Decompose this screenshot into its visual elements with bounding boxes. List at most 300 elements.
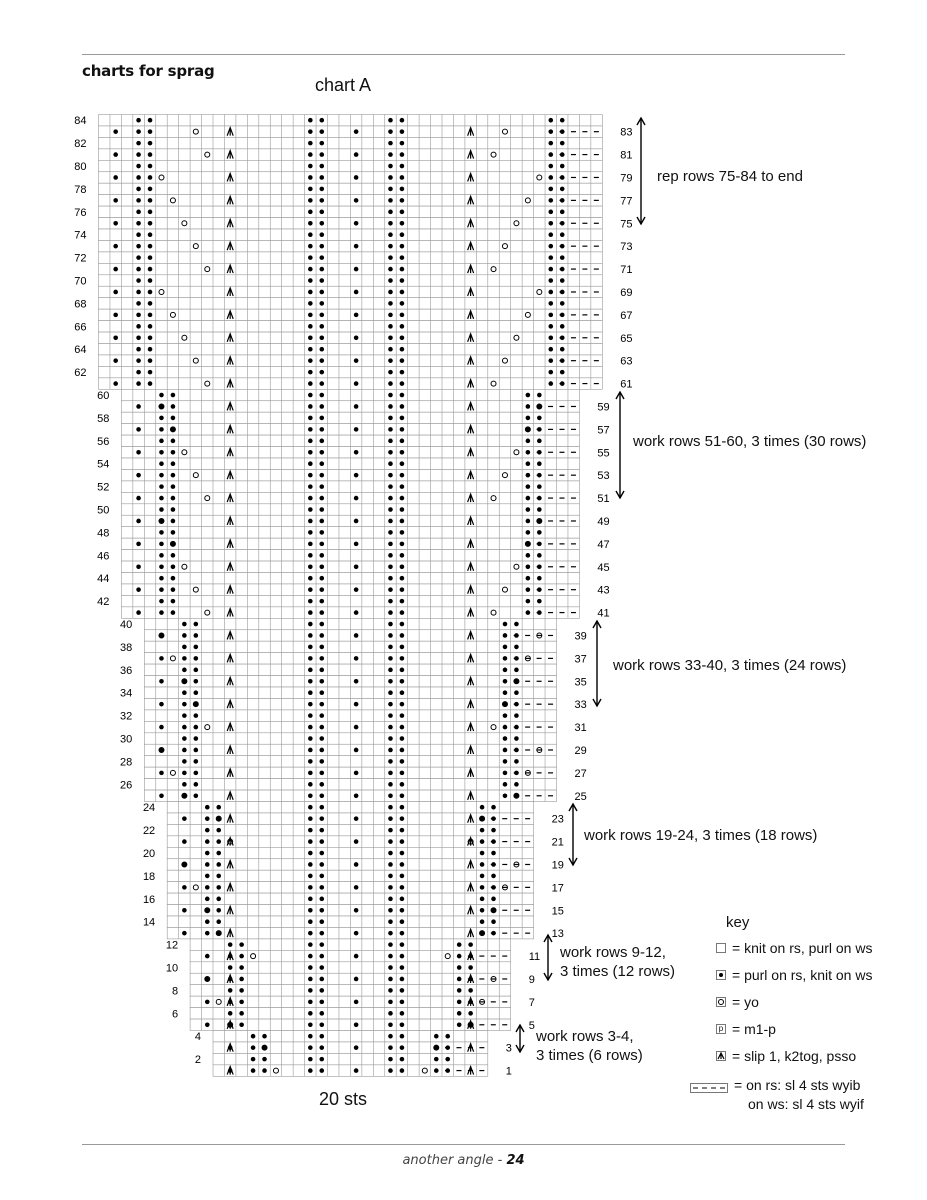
purl-dot bbox=[388, 313, 393, 318]
purl-dot bbox=[560, 370, 565, 375]
purl-dot bbox=[400, 1000, 405, 1005]
purl-dot bbox=[388, 576, 393, 581]
row-number: 23 bbox=[551, 813, 564, 826]
purl-dot bbox=[388, 897, 393, 902]
purl-dot bbox=[526, 404, 531, 409]
row-number: 6 bbox=[171, 1008, 179, 1021]
purl-dot bbox=[308, 679, 313, 684]
row-number: 75 bbox=[620, 218, 633, 231]
purl-dot bbox=[136, 587, 141, 592]
row-number: 43 bbox=[597, 584, 610, 597]
purl-dot bbox=[468, 1011, 473, 1016]
purl-dot bbox=[148, 129, 153, 134]
purl-dot bbox=[308, 919, 313, 924]
purl-dot bbox=[308, 381, 313, 386]
chart-title: chart A bbox=[315, 75, 372, 95]
row-number: 2 bbox=[194, 1054, 201, 1067]
purl-dot bbox=[205, 1000, 210, 1005]
row-number: 40 bbox=[120, 619, 133, 632]
purl-dot bbox=[319, 988, 324, 993]
purl-dot bbox=[136, 404, 141, 409]
purl-dot bbox=[319, 358, 324, 363]
purl-dot bbox=[205, 897, 210, 902]
purl-dot bbox=[400, 576, 405, 581]
purl-dot bbox=[148, 118, 153, 123]
purl-dot bbox=[319, 599, 324, 604]
purl-dot bbox=[560, 278, 565, 283]
purl-dot bbox=[308, 851, 313, 856]
purl-dot bbox=[400, 404, 405, 409]
purl-dot bbox=[354, 198, 359, 203]
purl-dot bbox=[182, 759, 187, 764]
purl-dot bbox=[354, 290, 359, 295]
purl-dot bbox=[308, 370, 313, 375]
purl-dot bbox=[205, 1022, 210, 1027]
purl-dot bbox=[319, 564, 324, 569]
row-number: 61 bbox=[620, 378, 633, 391]
row-number: 69 bbox=[620, 286, 633, 299]
purl-dot bbox=[514, 690, 519, 695]
row-number: 5 bbox=[528, 1019, 535, 1032]
purl-dot bbox=[308, 335, 313, 340]
purl-dot bbox=[354, 1045, 359, 1050]
purl-dot bbox=[308, 965, 313, 970]
purl-dot bbox=[526, 439, 531, 444]
purl-dot bbox=[548, 129, 553, 134]
purl-dot bbox=[537, 484, 542, 489]
purl-dot bbox=[159, 507, 164, 512]
purl-dot bbox=[319, 461, 324, 466]
purl-dot bbox=[400, 988, 405, 993]
purl-dot bbox=[319, 771, 324, 776]
key-slip-line1: = on rs: sl 4 sts wyib bbox=[734, 1077, 861, 1093]
purl-dot bbox=[319, 416, 324, 421]
purl-dot bbox=[148, 221, 153, 226]
purl-dot bbox=[548, 278, 553, 283]
purl-dot bbox=[319, 805, 324, 810]
purl-dot bbox=[400, 278, 405, 283]
purl-dot bbox=[400, 210, 405, 215]
purl-dot bbox=[434, 1068, 439, 1073]
purl-dot bbox=[400, 484, 405, 489]
purl-dot bbox=[308, 324, 313, 329]
purl-dot bbox=[194, 679, 199, 684]
purl-dot bbox=[228, 942, 233, 947]
purl-dot bbox=[400, 713, 405, 718]
purl-dot bbox=[457, 977, 462, 982]
purl-dot bbox=[113, 381, 118, 386]
purl-dot bbox=[400, 942, 405, 947]
purl-dot bbox=[526, 564, 531, 569]
purl-dot bbox=[308, 1057, 313, 1062]
purl-dot bbox=[503, 725, 508, 730]
purl-dot bbox=[354, 221, 359, 226]
purl-dot bbox=[308, 862, 313, 867]
purl-dot bbox=[239, 1011, 244, 1016]
purl-dot bbox=[319, 313, 324, 318]
purl-dot bbox=[491, 919, 496, 924]
purl-dot bbox=[319, 519, 324, 524]
row-number: 47 bbox=[597, 538, 610, 551]
purl-dot bbox=[400, 393, 405, 398]
purl-dot bbox=[388, 439, 393, 444]
purl-dot bbox=[548, 358, 553, 363]
purl-dot bbox=[113, 221, 118, 226]
purl-dot bbox=[514, 668, 519, 673]
purl-dot bbox=[308, 1011, 313, 1016]
purl-dot bbox=[560, 232, 565, 237]
purl-dot bbox=[354, 862, 359, 867]
row-number: 8 bbox=[171, 985, 179, 998]
purl-dot bbox=[319, 931, 324, 936]
purl-dot bbox=[491, 897, 496, 902]
purl-dot bbox=[319, 370, 324, 375]
purl-dot bbox=[388, 862, 393, 867]
purl-dot bbox=[113, 244, 118, 249]
purl-dot bbox=[388, 1045, 393, 1050]
row-number: 52 bbox=[97, 481, 110, 494]
purl-dot bbox=[548, 118, 553, 123]
row-number: 78 bbox=[74, 183, 87, 196]
purl-dot bbox=[400, 690, 405, 695]
purl-dot bbox=[159, 771, 164, 776]
purl-dot bbox=[388, 610, 393, 615]
purl-dot bbox=[319, 473, 324, 478]
purl-dot bbox=[354, 519, 359, 524]
purl-dot bbox=[251, 1068, 256, 1073]
purl-dot bbox=[537, 530, 542, 535]
purl-dot bbox=[319, 496, 324, 501]
purl-dot bbox=[388, 736, 393, 741]
row-number: 21 bbox=[551, 836, 564, 849]
purl-dot bbox=[205, 851, 210, 856]
purl-dot bbox=[400, 908, 405, 913]
row-number: 81 bbox=[620, 149, 633, 162]
row-number: 14 bbox=[142, 916, 156, 929]
purl-dot bbox=[308, 542, 313, 547]
purl-dot bbox=[445, 1057, 450, 1062]
purl-dot bbox=[308, 439, 313, 444]
purl-dot bbox=[480, 919, 485, 924]
purl-dot bbox=[400, 748, 405, 753]
purl-dot bbox=[148, 347, 153, 352]
row-number: 44 bbox=[97, 573, 110, 586]
purl-dot bbox=[205, 816, 210, 821]
purl-dot bbox=[319, 210, 324, 215]
purl-dot bbox=[400, 152, 405, 157]
purl-dot bbox=[388, 805, 393, 810]
purl-dot bbox=[400, 290, 405, 295]
purl-dot bbox=[319, 1057, 324, 1062]
purl-dot bbox=[319, 576, 324, 581]
purl-dot bbox=[319, 393, 324, 398]
purl-dot bbox=[308, 141, 313, 146]
purl-dot bbox=[388, 347, 393, 352]
purl-dot bbox=[354, 885, 359, 890]
purl-dot bbox=[319, 1034, 324, 1039]
purl-dot bbox=[526, 484, 531, 489]
purl-dot bbox=[319, 335, 324, 340]
purl-dot bbox=[400, 450, 405, 455]
purl-dot bbox=[319, 187, 324, 192]
purl-dot bbox=[308, 187, 313, 192]
purl-dot bbox=[354, 313, 359, 318]
purl-dot bbox=[228, 965, 233, 970]
purl-dot bbox=[319, 530, 324, 535]
purl-dot bbox=[503, 668, 508, 673]
purl-dot bbox=[537, 416, 542, 421]
row-number: 71 bbox=[620, 264, 633, 277]
purl-dot bbox=[308, 301, 313, 306]
purl-dot bbox=[182, 690, 187, 695]
purl-dot bbox=[182, 622, 187, 627]
purl-dot bbox=[319, 782, 324, 787]
purl-dot bbox=[491, 805, 496, 810]
purl-dot bbox=[239, 1000, 244, 1005]
purl-dot bbox=[457, 988, 462, 993]
purl-dot bbox=[354, 908, 359, 913]
purl-dot bbox=[514, 736, 519, 741]
purl-dot bbox=[503, 736, 508, 741]
purl-dot bbox=[319, 255, 324, 260]
purl-dot bbox=[113, 335, 118, 340]
purl-dot bbox=[205, 931, 210, 936]
purl-dot bbox=[308, 507, 313, 512]
purl-dot bbox=[388, 702, 393, 707]
purl-dot bbox=[388, 530, 393, 535]
purl-dot bbox=[319, 633, 324, 638]
purl-dot bbox=[251, 1034, 256, 1039]
purl-dot bbox=[216, 828, 221, 833]
purl-dot bbox=[354, 610, 359, 615]
purl-dot bbox=[388, 919, 393, 924]
purl-dot bbox=[354, 381, 359, 386]
purl-dot bbox=[148, 370, 153, 375]
purl-dot bbox=[182, 885, 187, 890]
purl-dot bbox=[194, 713, 199, 718]
purl-dot bbox=[308, 748, 313, 753]
purl-dot bbox=[491, 851, 496, 856]
row-number: 12 bbox=[165, 939, 179, 952]
purl-dot bbox=[548, 232, 553, 237]
page-number: 24 bbox=[506, 1153, 525, 1168]
purl-dot bbox=[526, 576, 531, 581]
purl-dot bbox=[400, 782, 405, 787]
row-number: 1 bbox=[505, 1065, 512, 1078]
purl-dot bbox=[503, 748, 508, 753]
purl-dot bbox=[308, 1045, 313, 1050]
purl-dot bbox=[308, 897, 313, 902]
purl-dot bbox=[354, 335, 359, 340]
purl-dot bbox=[308, 599, 313, 604]
purl-dot bbox=[113, 267, 118, 272]
purl-dot bbox=[171, 576, 176, 581]
purl-dot bbox=[205, 839, 210, 844]
purl-dot bbox=[354, 1068, 359, 1073]
purl-dot-icon bbox=[716, 970, 726, 980]
purl-dot bbox=[388, 782, 393, 787]
row-number: 76 bbox=[74, 206, 87, 219]
purl-dot bbox=[388, 828, 393, 833]
purl-dot bbox=[400, 965, 405, 970]
purl-dot bbox=[400, 1022, 405, 1027]
purl-dot bbox=[171, 404, 176, 409]
row-number: 7 bbox=[528, 996, 535, 1009]
rep-label: work rows 51-60, 3 times (30 rows) bbox=[633, 433, 867, 450]
row-number: 10 bbox=[165, 962, 179, 975]
purl-dot bbox=[537, 553, 542, 558]
purl-dot bbox=[159, 416, 164, 421]
purl-dot bbox=[388, 484, 393, 489]
purl-dot bbox=[308, 255, 313, 260]
purl-dot bbox=[400, 736, 405, 741]
rep-label: rep rows 75-84 to end bbox=[657, 168, 803, 185]
purl-dot bbox=[354, 564, 359, 569]
purl-dot bbox=[319, 129, 324, 134]
purl-dot bbox=[319, 748, 324, 753]
purl-dot bbox=[194, 690, 199, 695]
purl-dot bbox=[480, 874, 485, 879]
purl-dot bbox=[468, 942, 473, 947]
purl-dot bbox=[308, 530, 313, 535]
row-number: 17 bbox=[551, 882, 564, 895]
purl-dot bbox=[113, 358, 118, 363]
purl-dot bbox=[388, 748, 393, 753]
purl-dot bbox=[514, 782, 519, 787]
purl-dot bbox=[457, 954, 462, 959]
purl-dot bbox=[308, 519, 313, 524]
purl-dot bbox=[434, 1057, 439, 1062]
purl-dot bbox=[136, 290, 141, 295]
row-number: 79 bbox=[620, 172, 633, 185]
purl-dot bbox=[319, 1045, 324, 1050]
purl-dot bbox=[388, 885, 393, 890]
purl-dot bbox=[319, 152, 324, 157]
purl-dot bbox=[400, 416, 405, 421]
purl-dot bbox=[400, 221, 405, 226]
purl-dot bbox=[308, 404, 313, 409]
purl-dot bbox=[194, 748, 199, 753]
purl-dot bbox=[113, 198, 118, 203]
row-number: 58 bbox=[97, 412, 110, 425]
purl-dot bbox=[148, 324, 153, 329]
purl-dot bbox=[388, 542, 393, 547]
purl-dot bbox=[319, 713, 324, 718]
purl-dot bbox=[308, 175, 313, 180]
purl-dot bbox=[216, 897, 221, 902]
purl-dot bbox=[400, 862, 405, 867]
purl-dot bbox=[388, 965, 393, 970]
purl-dot bbox=[503, 793, 508, 798]
purl-dot bbox=[400, 530, 405, 535]
purl-dot bbox=[194, 668, 199, 673]
purl-dot bbox=[182, 908, 187, 913]
purl-dot bbox=[159, 599, 164, 604]
purl-dot bbox=[400, 668, 405, 673]
row-number: 22 bbox=[142, 825, 156, 838]
purl-dot bbox=[136, 370, 141, 375]
purl-dot bbox=[400, 473, 405, 478]
purl-dot bbox=[400, 919, 405, 924]
purl-dot bbox=[216, 805, 221, 810]
purl-dot bbox=[239, 954, 244, 959]
purl-dot bbox=[388, 954, 393, 959]
purl-dot bbox=[148, 232, 153, 237]
purl-dot bbox=[400, 874, 405, 879]
purl-dot bbox=[388, 187, 393, 192]
purl-dot bbox=[159, 679, 164, 684]
purl-dot bbox=[194, 736, 199, 741]
purl-dot bbox=[537, 507, 542, 512]
purl-dot bbox=[560, 164, 565, 169]
purl-dot bbox=[354, 954, 359, 959]
purl-dot bbox=[388, 1022, 393, 1027]
purl-dot bbox=[400, 656, 405, 661]
purl-dot bbox=[514, 713, 519, 718]
yo-circle-icon bbox=[716, 997, 726, 1007]
purl-dot bbox=[136, 175, 141, 180]
purl-dot bbox=[388, 713, 393, 718]
purl-dot bbox=[319, 965, 324, 970]
purl-dot bbox=[388, 931, 393, 936]
purl-dot bbox=[182, 702, 187, 707]
purl-dot bbox=[468, 988, 473, 993]
purl-dot bbox=[319, 679, 324, 684]
purl-dot bbox=[194, 633, 199, 638]
purl-dot bbox=[136, 347, 141, 352]
purl-dot bbox=[182, 839, 187, 844]
purl-dot bbox=[308, 759, 313, 764]
purl-dot bbox=[308, 313, 313, 318]
purl-dot bbox=[354, 1022, 359, 1027]
purl-dot bbox=[205, 919, 210, 924]
purl-dot bbox=[319, 553, 324, 558]
row-number: 74 bbox=[74, 229, 87, 242]
purl-dot bbox=[308, 450, 313, 455]
purl-dot bbox=[136, 542, 141, 547]
purl-dot bbox=[400, 255, 405, 260]
purl-dot bbox=[388, 507, 393, 512]
purl-dot bbox=[388, 358, 393, 363]
purl-dot bbox=[503, 679, 508, 684]
purl-dot bbox=[319, 198, 324, 203]
purl-dot bbox=[388, 473, 393, 478]
purl-dot bbox=[319, 908, 324, 913]
purl-dot bbox=[205, 954, 210, 959]
purl-dot bbox=[159, 530, 164, 535]
purl-dot bbox=[308, 725, 313, 730]
key-title: key bbox=[726, 914, 750, 931]
purl-dot bbox=[388, 587, 393, 592]
purl-dot bbox=[308, 118, 313, 123]
row-number: 20 bbox=[142, 848, 156, 861]
purl-dot bbox=[560, 141, 565, 146]
purl-dot bbox=[400, 1034, 405, 1039]
purl-dot bbox=[537, 599, 542, 604]
purl-dot bbox=[319, 118, 324, 123]
purl-dot bbox=[159, 484, 164, 489]
purl-dot bbox=[400, 931, 405, 936]
purl-dot bbox=[136, 519, 141, 524]
purl-dot bbox=[388, 1011, 393, 1016]
key-knit: = knit on rs, purl on ws bbox=[716, 940, 872, 956]
purl-dot bbox=[400, 622, 405, 627]
row-number: 63 bbox=[620, 355, 633, 368]
purl-dot bbox=[194, 622, 199, 627]
purl-dot bbox=[526, 610, 531, 615]
purl-dot bbox=[308, 290, 313, 295]
purl-dot bbox=[548, 152, 553, 157]
